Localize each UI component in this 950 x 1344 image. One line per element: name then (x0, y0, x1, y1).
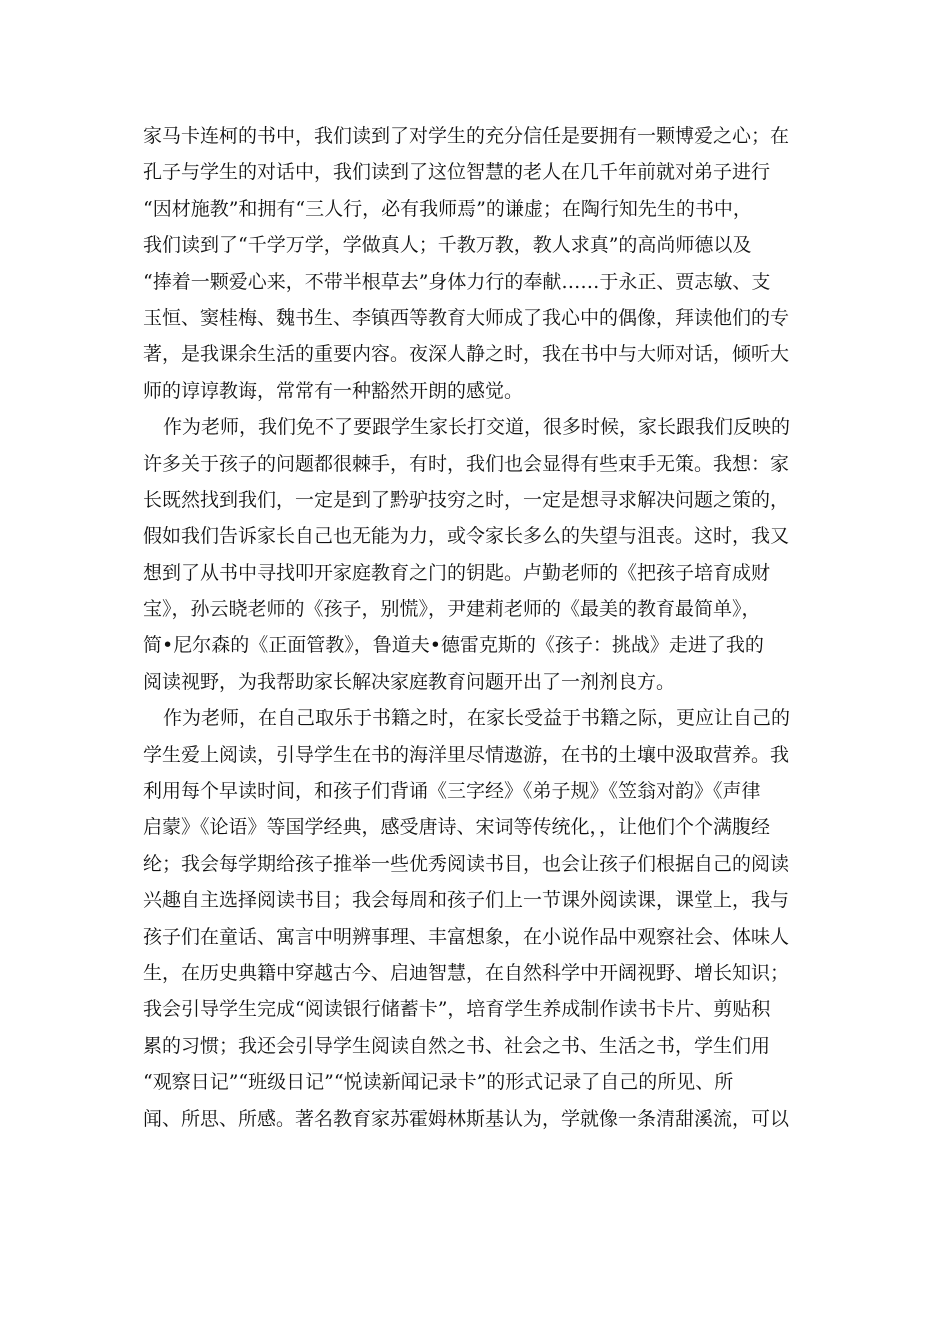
text-line: 著，是我课余生活的重要内容。夜深人静之时，我在书中与大师对话，倾听大 (143, 343, 790, 366)
text-line: 玉恒、窦桂梅、魏书生、李镇西等教育大师成了我心中的偶像，拜读他们的专 (143, 306, 790, 329)
text-line: 阅读视野，为我帮助家长解决家庭教育问题开出了一剂剂良方。 (143, 670, 676, 693)
text-line: 孔子与学生的对话中，我们读到了这位智慧的老人在几千年前就对弟子进行 (143, 161, 771, 184)
text-line: 想到了从书中寻找叩开家庭教育之门的钥匙。卢勤老师的《把孩子培育成财 (143, 561, 771, 584)
text-line: 作为老师，我们免不了要跟学生家长打交道，很多时候，家长跟我们反映的 (163, 416, 791, 439)
text-line: 宝》，孙云晓老师的《孩子，别慌》，尹建莉老师的《最美的教育最简单》， (143, 598, 761, 621)
text-line: 生，在历史典籍中穿越古今、启迪智慧，在自然科学中开阔视野、增长知识； (143, 961, 790, 984)
text-line: 我们读到了“千学万学，学做真人；千教万教，教人求真”的高尚师德以及 (143, 234, 752, 257)
text-line: 孩子们在童话、寓言中明辨事理、丰富想象，在小说作品中观察社会、体味人 (143, 925, 790, 948)
text-line: 学生爱上阅读，引导学生在书的海洋里尽情遨游，在书的土壤中汲取营养。我 (143, 743, 790, 766)
text-line: 许多关于孩子的问题都很棘手，有时，我们也会显得有些束手无策。我想：家 (143, 452, 790, 475)
text-line: “捧着一颗爱心来，不带半根草去”身体力行的奉献……于永正、贾志敏、支 (143, 270, 771, 293)
text-line: 家马卡连柯的书中，我们读到了对学生的充分信任是要拥有一颗博爱之心；在 (143, 125, 790, 147)
body-text (143, 118, 803, 1137)
text-line: “观察日记”“班级日记”“悦读新闻记录卡”的形式记录了自己的所见、所 (143, 1071, 734, 1094)
text-line: 累的习惯；我还会引导学生阅读自然之书、社会之书、生活之书，学生们用 (143, 1034, 771, 1057)
text-line: “因材施教”和拥有“三人行，必有我师焉”的谦虚；在陶行知先生的书中， (143, 197, 752, 220)
text-line: 作为老师，在自己取乐于书籍之时，在家长受益于书籍之际，更应让自己的 (163, 707, 791, 730)
text-line: 简•尼尔森的《正面管教》，鲁道夫•德雷克斯的《孩子：挑战》走进了我的 (143, 634, 764, 657)
text-line: 长既然找到我们，一定是到了黔驴技穷之时，一定是想寻求解决问题之策的， (143, 488, 790, 511)
text-line: 我会引导学生完成“阅读银行储蓄卡”，培育学生养成制作读书卡片、剪贴积 (143, 998, 771, 1021)
text-line: 纶；我会每学期给孩子推举一些优秀阅读书目，也会让孩子们根据自己的阅读 (143, 852, 790, 875)
text-line: 兴趣自主选择阅读书目；我会每周和孩子们上一节课外阅读课，课堂上，我与 (143, 889, 790, 912)
text-line: 假如我们告诉家长自己也无能为力，或令家长多么的失望与沮丧。这时，我又 (143, 525, 790, 548)
text-line: 闻、所思、所感。著名教育家苏霍姆林斯基认为，学就像一条清甜溪流，可以 (143, 1107, 790, 1130)
text-line: 利用每个早读时间，和孩子们背诵《三字经》《弟子规》《笠翁对韵》《声律 (143, 780, 761, 803)
text-line: 师的谆谆教诲，常常有一种豁然开朗的感觉。 (143, 379, 524, 402)
text-line: 启蒙》《论语》等国学经典，感受唐诗、宋词等传统化，，让他们个个满腹经 (143, 816, 771, 839)
